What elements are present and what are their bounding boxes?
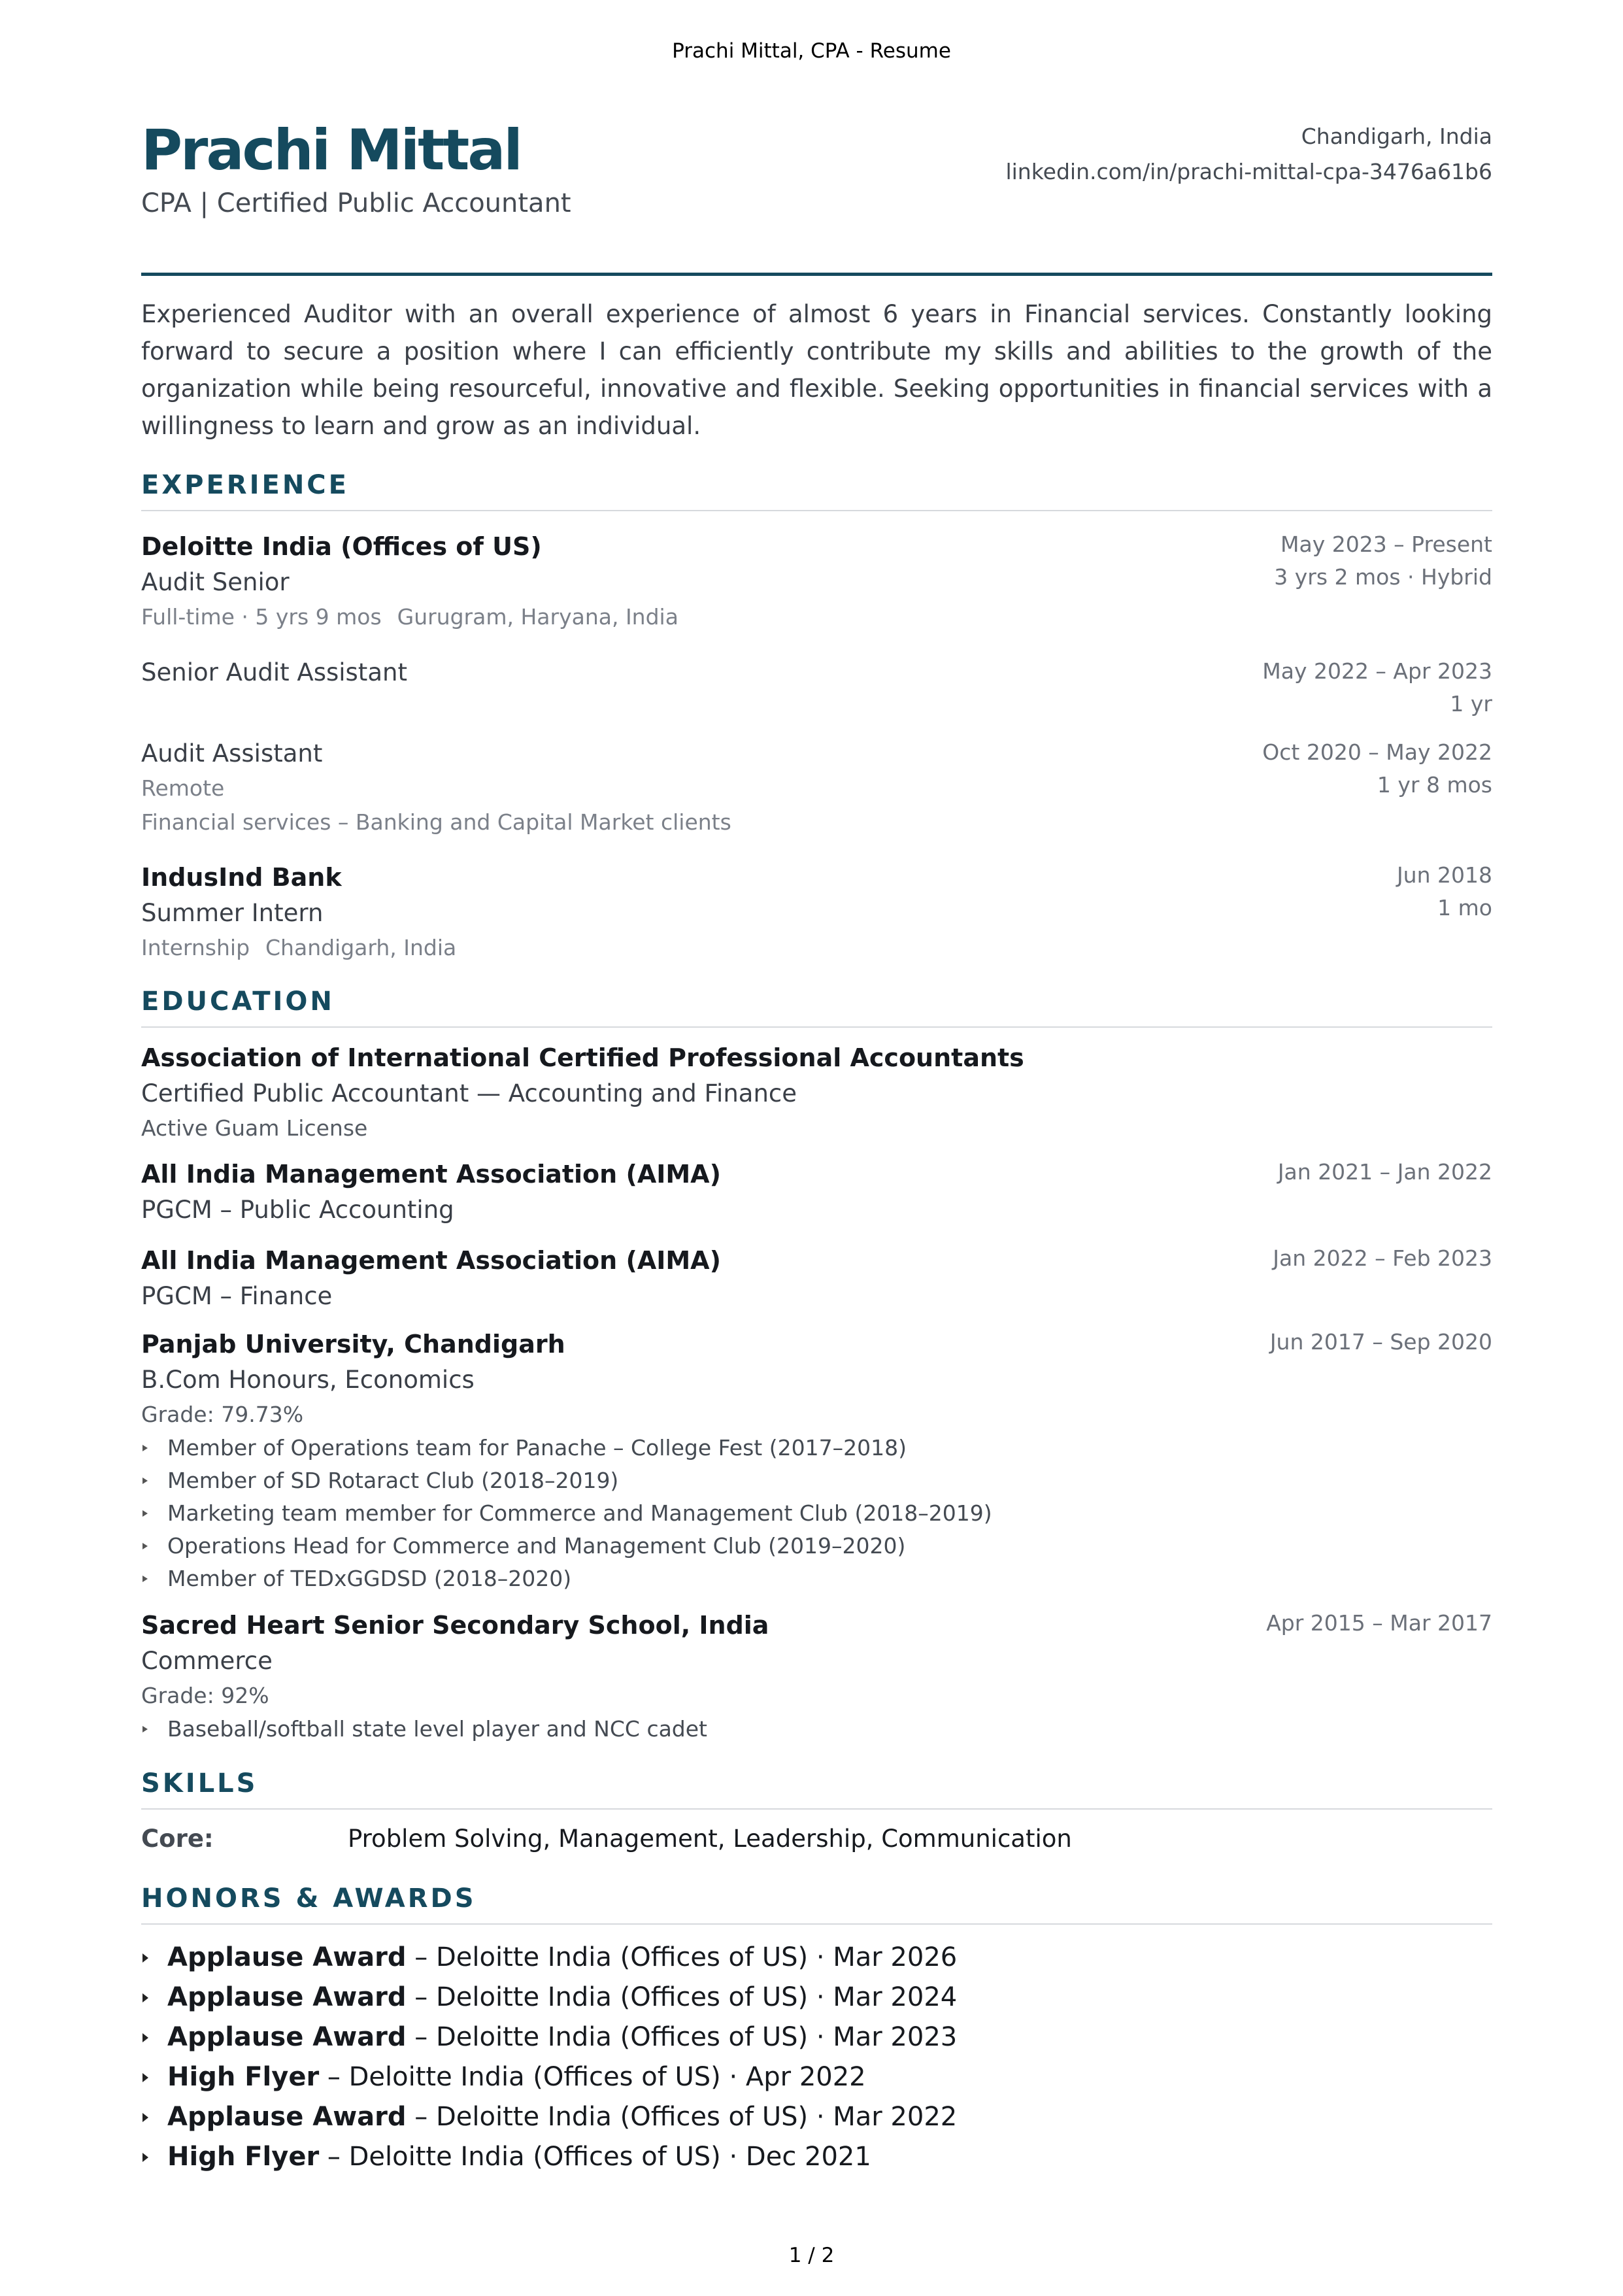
role-title: Audit Senior xyxy=(141,568,290,596)
role-description: Financial services – Banking and Capital Market clients xyxy=(141,809,731,835)
location-text: Chandigarh, India xyxy=(1301,124,1492,149)
list-item xyxy=(141,2097,1492,2137)
page-number: 1 / 2 xyxy=(788,2244,835,2267)
section-divider xyxy=(141,1923,1492,1925)
role-meta xyxy=(141,931,1492,965)
list-item xyxy=(141,1938,1492,1978)
duration: 1 yr 8 mos xyxy=(1377,772,1492,798)
degree: Certified Public Accountant — Accounting and Finance xyxy=(141,1079,797,1107)
education-entry-aima-public-accounting xyxy=(141,1156,1492,1228)
education-dates: Jan 2022 – Feb 2023 xyxy=(1273,1245,1492,1271)
education-entry-aicpa xyxy=(141,1039,1492,1145)
education-section xyxy=(141,983,1492,1746)
duration: 1 mo xyxy=(1437,895,1492,920)
award-name: Applause Award xyxy=(167,1982,407,2012)
license-note: Active Guam License xyxy=(141,1115,368,1141)
employment-type: Internship xyxy=(141,935,250,960)
experience-entry-audit-assistant xyxy=(141,736,1492,839)
school-name: Association of International Certified Professional Accountants xyxy=(141,1043,1024,1072)
school-name: All India Management Association (AIMA) xyxy=(141,1160,721,1189)
honors-list xyxy=(141,1938,1492,2177)
award-detail: – Deloitte India (Offices of US) · Mar 2023 xyxy=(406,2022,958,2052)
experience-entry-deloitte xyxy=(141,528,1492,634)
honors-section xyxy=(141,1880,1492,2177)
role-meta xyxy=(141,600,1492,634)
date-range: May 2023 – Present xyxy=(1280,532,1492,557)
education-dates: Jun 2017 – Sep 2020 xyxy=(1269,1329,1492,1355)
section-divider xyxy=(141,1026,1492,1028)
grade: Grade: 79.73% xyxy=(141,1402,304,1427)
role-location: Gurugram, Haryana, India xyxy=(397,604,678,630)
section-heading-honors: HONORS & AWARDS xyxy=(141,1883,477,1914)
section-heading-education: EDUCATION xyxy=(141,987,335,1017)
employment-type: Full-time · 5 yrs 9 mos xyxy=(141,604,382,630)
role-title: Senior Audit Assistant xyxy=(141,658,407,686)
school-name: Panjab University, Chandigarh xyxy=(141,1330,565,1359)
list-item xyxy=(141,2137,1492,2177)
degree: B.Com Honours, Economics xyxy=(141,1366,475,1394)
duration: 3 yrs 2 mos · Hybrid xyxy=(1274,564,1492,590)
list-item: Member of SD Rotaract Club (2018–2019) xyxy=(141,1464,1492,1497)
list-item: Operations Head for Commerce and Management Club (2019–2020) xyxy=(141,1530,1492,1562)
award-detail: – Deloitte India (Offices of US) · Mar 2026 xyxy=(406,1942,958,1972)
award-detail: – Deloitte India (Offices of US) · Apr 2022 xyxy=(319,2062,866,2092)
skills-section xyxy=(141,1765,1492,1857)
education-entry-sacred-heart xyxy=(141,1607,1492,1746)
list-item xyxy=(141,1978,1492,2017)
award-name: Applause Award xyxy=(167,2022,407,2052)
award-detail: – Deloitte India (Offices of US) · Mar 2022 xyxy=(406,2102,958,2132)
company-name: IndusInd Bank xyxy=(141,863,342,892)
section-divider xyxy=(141,510,1492,511)
section-divider xyxy=(141,1808,1492,1810)
header-divider xyxy=(141,273,1492,276)
list-item: Marketing team member for Commerce and Management Club (2018–2019) xyxy=(141,1497,1492,1530)
degree: Commerce xyxy=(141,1647,273,1675)
role-dates xyxy=(1262,736,1492,802)
list-item xyxy=(141,2017,1492,2057)
skills-value: Problem Solving, Management, Leadership, Communication xyxy=(348,1825,1072,1853)
award-detail: – Deloitte India (Offices of US) · Dec 2021 xyxy=(319,2142,871,2172)
linkedin-link[interactable]: linkedin.com/in/prachi-mittal-cpa-3476a61b6 xyxy=(1005,159,1492,184)
education-dates: Jan 2021 – Jan 2022 xyxy=(1277,1159,1492,1185)
list-item: Baseball/softball state level player and NCC cadet xyxy=(141,1713,1492,1746)
document-title: Prachi Mittal, CPA - Resume xyxy=(672,39,951,63)
list-item: Member of TEDxGGDSD (2018–2020) xyxy=(141,1562,1492,1595)
skills-row-core xyxy=(141,1821,1492,1857)
duration: 1 yr xyxy=(1450,691,1492,717)
experience-entry-senior-audit-assistant xyxy=(141,655,1492,717)
award-name: High Flyer xyxy=(167,2142,320,2172)
summary-paragraph: Experienced Auditor with an overall experience of almost 6 years in Financial services. Constantly looking forward to secure a position where I can efficiently contribute my skills and abilities to the growth of the organization while being resourceful, innovative and flexible. Seeking opportunities in financial services with a willingness to learn and grow as an individual. xyxy=(141,300,1492,440)
section-heading-experience: EXPERIENCE xyxy=(141,470,349,500)
education-dates: Apr 2015 – Mar 2017 xyxy=(1266,1610,1492,1636)
activities-list xyxy=(141,1713,1492,1746)
candidate-subtitle: CPA | Certified Public Accountant xyxy=(141,188,571,218)
skills-label: Core: xyxy=(141,1825,214,1853)
experience-section xyxy=(141,467,1492,965)
section-heading-skills: SKILLS xyxy=(141,1768,258,1798)
role-dates xyxy=(1274,528,1492,594)
date-range: May 2022 – Apr 2023 xyxy=(1262,658,1492,684)
candidate-name: Prachi Mittal xyxy=(141,118,521,183)
role-title: Summer Intern xyxy=(141,899,324,927)
award-name: Applause Award xyxy=(167,2102,407,2132)
role-dates xyxy=(1397,859,1492,924)
contact-block xyxy=(1005,119,1492,190)
award-name: High Flyer xyxy=(167,2062,320,2092)
degree: PGCM – Public Accounting xyxy=(141,1196,454,1224)
resume-page xyxy=(141,114,1492,2177)
education-entry-aima-finance xyxy=(141,1242,1492,1314)
role-location: Remote xyxy=(141,775,225,801)
school-name: Sacred Heart Senior Secondary School, India xyxy=(141,1611,769,1640)
activities-list xyxy=(141,1432,1492,1595)
role-location: Chandigarh, India xyxy=(265,935,457,960)
grade: Grade: 92% xyxy=(141,1683,269,1708)
award-name: Applause Award xyxy=(167,1942,407,1972)
list-item: Member of Operations team for Panache – College Fest (2017–2018) xyxy=(141,1432,1492,1464)
award-detail: – Deloitte India (Offices of US) · Mar 2024 xyxy=(406,1982,958,2012)
date-range: Jun 2018 xyxy=(1396,862,1492,888)
experience-entry-indusind xyxy=(141,859,1492,965)
company-name: Deloitte India (Offices of US) xyxy=(141,532,542,561)
school-name: All India Management Association (AIMA) xyxy=(141,1246,721,1275)
role-dates xyxy=(1262,655,1492,720)
date-range: Oct 2020 – May 2022 xyxy=(1262,739,1492,765)
education-entry-panjab xyxy=(141,1326,1492,1595)
list-item xyxy=(141,2057,1492,2097)
role-title: Audit Assistant xyxy=(141,739,323,768)
degree: PGCM – Finance xyxy=(141,1282,333,1310)
resume-header xyxy=(141,114,1492,245)
